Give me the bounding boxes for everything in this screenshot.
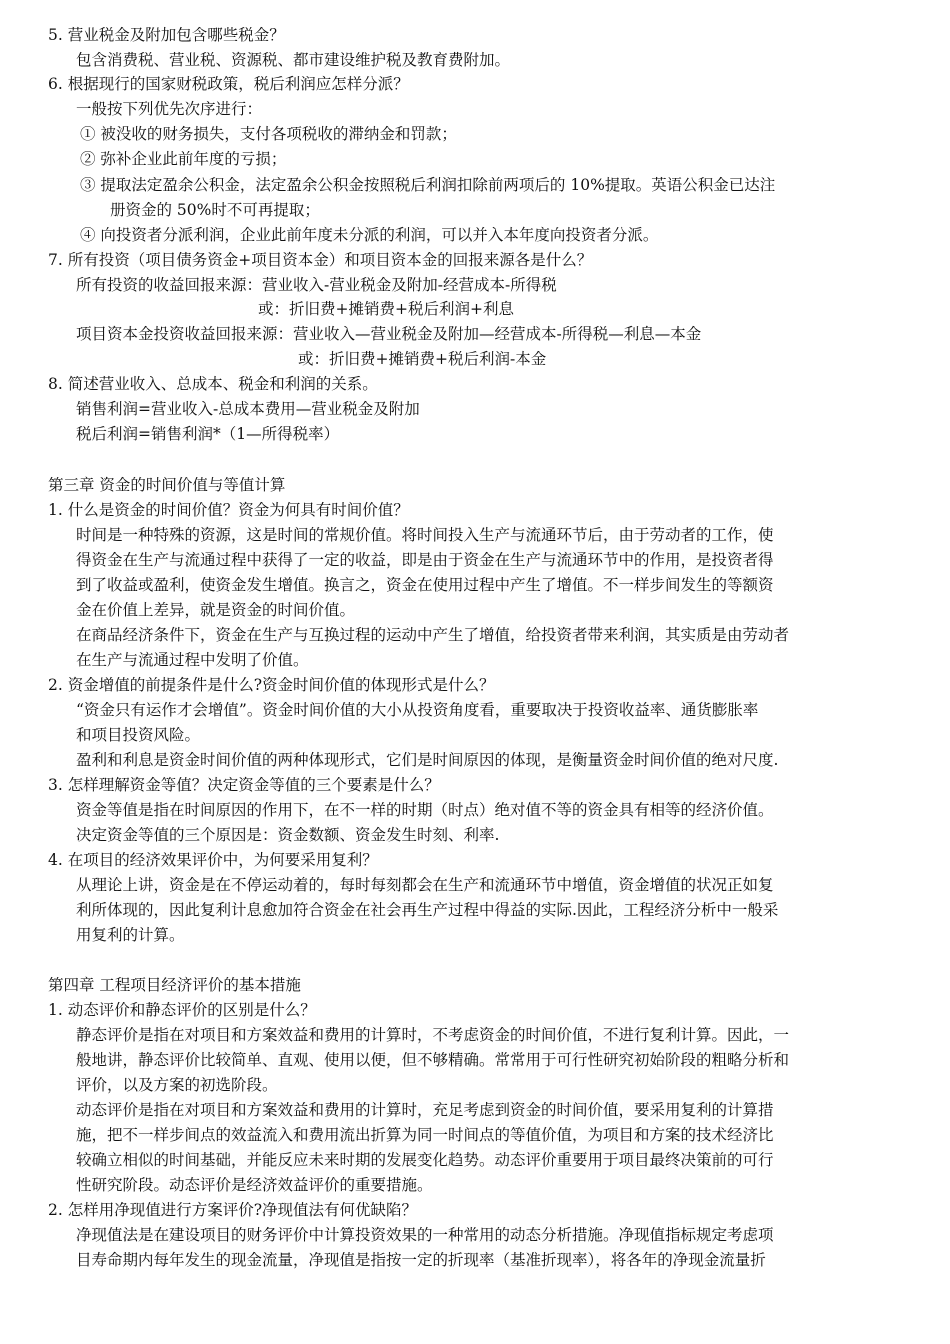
answer-text: 评价，以及方案的初选阶段。 [76, 1076, 278, 1094]
question-5: 5. 营业税金及附加包含哪些税金？ [48, 26, 285, 44]
question-2: 2. 资金增值的前提条件是什么?资金时间价值的体现形式是什么？ [48, 676, 495, 694]
question-8: 8. 简述营业收入、总成本、税金和利润的关系。 [48, 375, 378, 393]
question-3: 3. 怎样理解资金等值？决定资金等值的三个要素是什么？ [48, 776, 440, 794]
answer-text: 资金等值是指在时间原因的作用下，在不一样的时期（时点）绝对值不等的资金具有相等的经济价值。 [76, 801, 774, 819]
question-1: 1. 动态评价和静态评价的区别是什么？ [48, 1001, 316, 1019]
chapter-3-heading: 第三章 资金的时间价值与等值计算 [48, 476, 286, 494]
answer-text: 较确立相似的时间基础，并能反应未来时期的发展变化趋势。动态评价重要用于项目最终决策前的可行 [76, 1151, 774, 1169]
formula-text: 销售利润=营业收入-总成本费用—营业税金及附加 [76, 400, 420, 418]
question-2: 2. 怎样用净现值进行方案评价?净现值法有何优缺陷？ [48, 1201, 418, 1219]
answer-text: 从理论上讲，资金是在不停运动着的，每时每刻都会在生产和流通环节中增值，资金增值的状况正如复 [76, 876, 774, 894]
answer-text: 盈利和利息是资金时间价值的两种体现形式，它们是时间原因的体现，是衡量资金时间价值的绝对尺度. [76, 751, 779, 769]
answer-text: 金在价值上差异，就是资金的时间价值。 [76, 601, 356, 619]
answer-text: 在商品经济条件下，资金在生产与互换过程的运动中产生了增值，给投资者带来利润，其实质是由劳动者 [76, 626, 790, 644]
list-item: ③ 提取法定盈余公积金，法定盈余公积金按照税后利润扣除前两项后的 10%提取。英语公积金已达注 [80, 176, 776, 194]
list-item: ④ 向投资者分派利润，企业此前年度未分派的利润，可以并入本年度向投资者分派。 [80, 226, 659, 244]
answer-text: “资金只有运作才会增值”。资金时间价值的大小从投资角度看，重要取决于投资收益率、通货膨胀率 [76, 701, 759, 719]
answer-text: 一般按下列优先次序进行： [76, 100, 263, 118]
answer-text: 利所体现的，因此复利计息愈加符合资金在社会再生产过程中得益的实际.因此，工程经济分析中一般采 [76, 901, 779, 919]
answer-text: 所有投资的收益回报来源：营业收入-营业税金及附加-经营成本-所得税 [76, 276, 557, 294]
question-4: 4. 在项目的经济效果评价中，为何要采用复利？ [48, 851, 378, 869]
answer-text: 施，把不一样步间点的效益流入和费用流出折算为同一时间点的等值价值，为项目和方案的技术经济比 [76, 1126, 774, 1144]
question-1: 1. 什么是资金的时间价值？资金为何具有时间价值？ [48, 501, 409, 519]
answer-text: 静态评价是指在对项目和方案效益和费用的计算时，不考虑资金的时间价值，不进行复利计算。因此，一 [76, 1026, 790, 1044]
answer-text: 用复利的计算。 [76, 926, 185, 944]
answer-text: 在生产与流通过程中发明了价值。 [76, 651, 309, 669]
formula-text: 税后利润=销售利润*（1—所得税率） [76, 425, 340, 443]
question-6: 6. 根据现行的国家财税政策，税后利润应怎样分派？ [48, 75, 409, 93]
question-7: 7. 所有投资（项目债务资金+项目资本金）和项目资本金的回报来源各是什么？ [48, 251, 593, 269]
list-item: ② 弥补企业此前年度的亏损； [80, 150, 287, 168]
answer-text: 或：折旧费+摊销费+税后利润-本金 [298, 350, 547, 368]
answer-text: 时间是一种特殊的资源，这是时间的常规价值。将时间投入生产与流通环节后，由于劳动者的工作，使 [76, 526, 774, 544]
answer-text: 决定资金等值的三个原因是：资金数额、资金发生时刻、利率. [76, 826, 500, 844]
answer-text: 目寿命期内每年发生的现金流量，净现值是指按一定的折现率（基准折现率），将各年的净现金流量折 [76, 1251, 766, 1269]
answer-text: 到了收益或盈利，使资金发生增值。换言之，资金在使用过程中产生了增值。不一样步间发生的等额资 [76, 576, 774, 594]
answer-text: 般地讲，静态评价比较简单、直观、使用以便，但不够精确。常常用于可行性研究初始阶段的粗略分析和 [76, 1051, 790, 1069]
answer-text: 净现值法是在建设项目的财务评价中计算投资效果的一种常用的动态分析措施。净现值指标规定考虑项 [76, 1226, 774, 1244]
list-item: ① 被没收的财务损失，支付各项税收的滞纳金和罚款； [80, 125, 457, 143]
answer-text: 性研究阶段。动态评价是经济效益评价的重要措施。 [76, 1176, 433, 1194]
answer-text: 动态评价是指在对项目和方案效益和费用的计算时，充足考虑到资金的时间价值，要采用复利的计算措 [76, 1101, 774, 1119]
answer-text: 包含消费税、营业税、资源税、都市建设维护税及教育费附加。 [76, 51, 511, 69]
answer-text: 和项目投资风险。 [76, 726, 201, 744]
answer-text: 得资金在生产与流通过程中获得了一定的收益，即是由于资金在生产与流通环节中的作用，是投资者得 [76, 551, 774, 569]
answer-text: 或：折旧费+摊销费+税后利润+利息 [258, 300, 514, 318]
list-item-continued: 册资金的 50%时不可再提取； [110, 201, 320, 219]
chapter-4-heading: 第四章 工程项目经济评价的基本措施 [48, 976, 301, 994]
answer-text: 项目资本金投资收益回报来源：营业收入—营业税金及附加—经营成本-所得税—利息—本金 [76, 325, 702, 343]
